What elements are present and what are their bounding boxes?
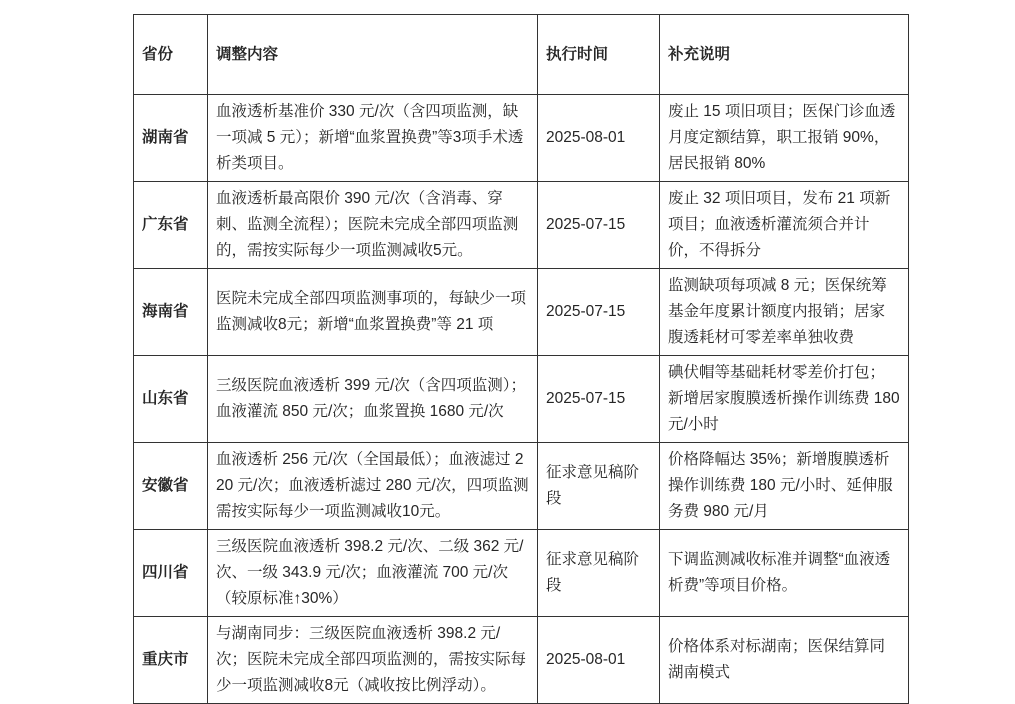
time-cell: 征求意见稿阶段 [538,530,660,617]
column-header-content: 调整内容 [208,15,538,95]
header-row [134,15,909,95]
table-row-chongqing [134,617,909,704]
province-cell: 山东省 [134,356,208,443]
time-cell: 2025-07-15 [538,356,660,443]
province-cell: 安徽省 [134,443,208,530]
time-cell: 征求意见稿阶段 [538,443,660,530]
content-cell: 与湖南同步：三级医院血液透析 398.2 元/次；医院未完成全部四项监测的，需按实际每少一项监测减收8元（减收按比例浮动）。 [208,617,538,704]
column-header-time: 执行时间 [538,15,660,95]
note-cell: 碘伏帽等基础耗材零差价打包；新增居家腹膜透析操作训练费 180 元/小时 [660,356,909,443]
time-cell: 2025-07-15 [538,182,660,269]
time-cell: 2025-08-01 [538,95,660,182]
note-cell: 废止 15 项旧项目；医保门诊血透月度定额结算，职工报销 90%，居民报销 80% [660,95,909,182]
content-cell: 三级医院血液透析 399 元/次（含四项监测）；血液灌流 850 元/次；血浆置换 1680 元/次 [208,356,538,443]
content-cell: 血液透析基准价 330 元/次（含四项监测，缺一项减 5 元）；新增“血浆置换费”等3项手术透析类项目。 [208,95,538,182]
province-cell: 四川省 [134,530,208,617]
time-cell: 2025-07-15 [538,269,660,356]
content-cell: 血液透析 256 元/次（全国最低）；血液滤过 220 元/次；血液透析滤过 280 元/次，四项监测需按实际每少一项监测减收10元。 [208,443,538,530]
province-cell: 广东省 [134,182,208,269]
note-cell: 废止 32 项旧项目，发布 21 项新项目；血液透析灌流须合并计价，不得拆分 [660,182,909,269]
content-cell: 血液透析最高限价 390 元/次（含消毒、穿刺、监测全流程）；医院未完成全部四项监测的，需按实际每少一项监测减收5元。 [208,182,538,269]
province-cell: 重庆市 [134,617,208,704]
content-cell: 三级医院血液透析 398.2 元/次、二级 362 元/次、一级 343.9 元/次；血液灌流 700 元/次（较原标准↑30%） [208,530,538,617]
note-cell: 价格体系对标湖南；医保结算同湖南模式 [660,617,909,704]
table-row-hainan [134,269,909,356]
note-cell: 价格降幅达 35%；新增腹膜透析操作训练费 180 元/小时、延伸服务费 980 元/月 [660,443,909,530]
time-cell: 2025-08-01 [538,617,660,704]
note-cell: 下调监测减收标准并调整“血液透析费”等项目价格。 [660,530,909,617]
table-row-guangdong [134,182,909,269]
policy-table-container [133,14,909,704]
province-cell: 湖南省 [134,95,208,182]
column-header-province: 省份 [134,15,208,95]
province-cell: 海南省 [134,269,208,356]
dialysis-price-adjustment-table [133,14,909,704]
table-row-shandong [134,356,909,443]
table-row-anhui [134,443,909,530]
content-cell: 医院未完成全部四项监测事项的，每缺少一项监测减收8元；新增“血浆置换费”等 21 项 [208,269,538,356]
table-row-hunan [134,95,909,182]
column-header-note: 补充说明 [660,15,909,95]
note-cell: 监测缺项每项减 8 元；医保统筹基金年度累计额度内报销；居家腹透耗材可零差率单独收费 [660,269,909,356]
table-row-sichuan [134,530,909,617]
